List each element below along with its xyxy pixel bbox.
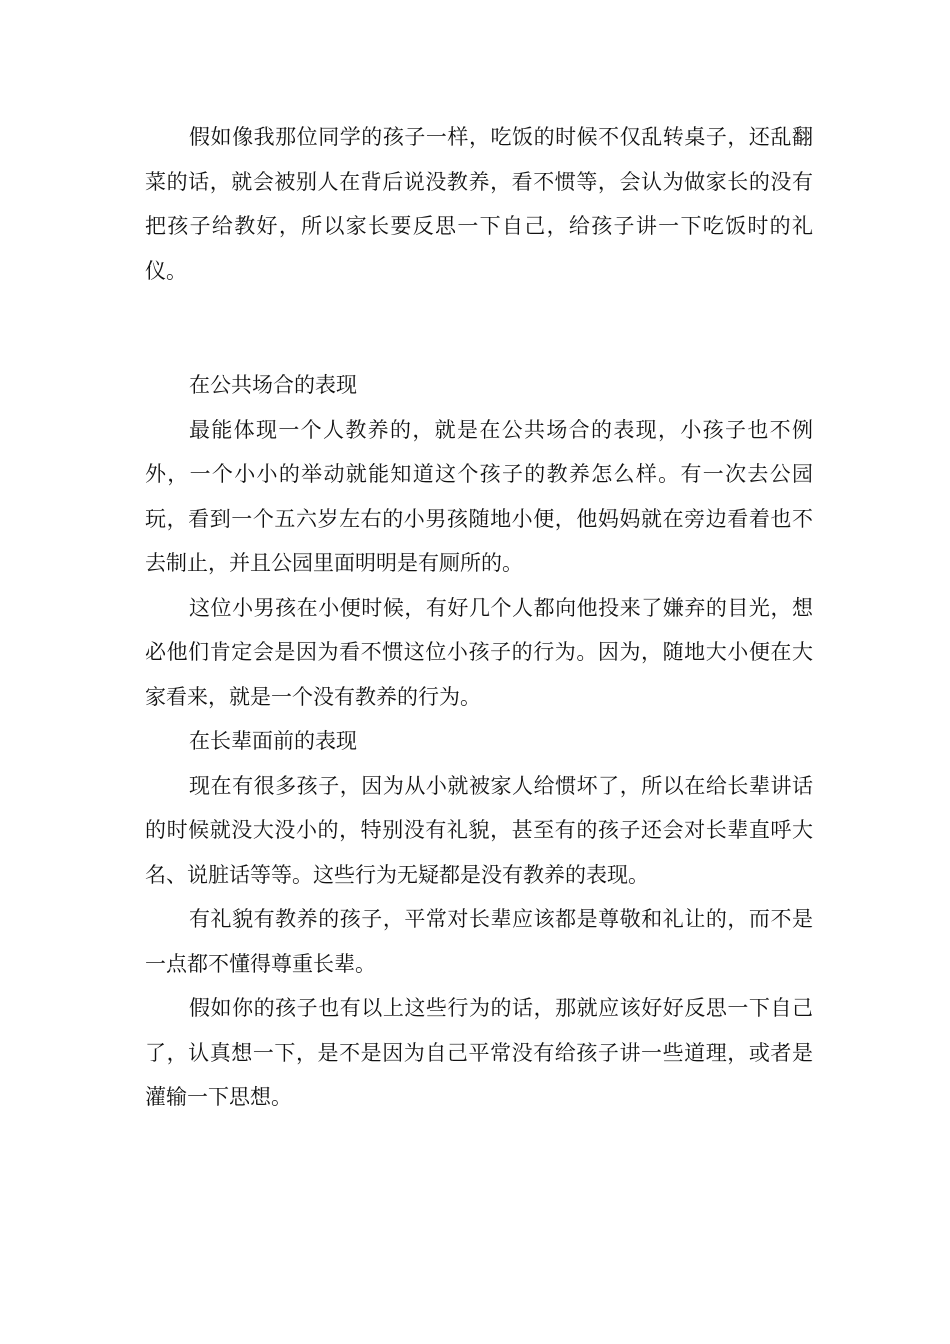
section-heading-elders: 在长辈面前的表现 <box>189 729 357 753</box>
paragraph-reflection: 假如你的孩子也有以上这些行为的话，那就应该好好反思一下自己了，认真想一下，是不是因为自己平常没有给孩子讲一些道理，或者是灌输一下思想。 <box>145 996 813 1109</box>
paragraph-polite-children: 有礼貌有教养的孩子，平常对长辈应该都是尊敬和礼让的，而不是一点都不懂得尊重长辈。 <box>145 907 813 976</box>
paragraph-spacer <box>145 293 813 363</box>
section-heading-public-places: 在公共场合的表现 <box>189 373 357 397</box>
paragraph-boy-example: 这位小男孩在小便时候，有好几个人都向他投来了嫌弃的目光，想必他们肯定会是因为看不惯这位小孩子的行为。因为，随地大小便在大家看来，就是一个没有教养的行为。 <box>145 595 813 709</box>
paragraph-dining-etiquette: 假如像我那位同学的孩子一样，吃饭的时候不仅乱转桌子，还乱翻菜的话，就会被别人在背后说没教养，看不惯等，会认为做家长的没有把孩子给教好，所以家长要反思一下自己，给孩子讲一下吃饭时的礼仪。 <box>145 125 813 283</box>
document-body <box>145 115 813 1120</box>
paragraph-spoiled-children: 现在有很多孩子，因为从小就被家人给惯坏了，所以在给长辈讲话的时候就没大没小的，特别没有礼貌，甚至有的孩子还会对长辈直呼大名、说脏话等等。这些行为无疑都是没有教养的表现。 <box>145 773 813 887</box>
paragraph-public-behavior: 最能体现一个人教养的，就是在公共场合的表现，小孩子也不例外，一个小小的举动就能知道这个孩子的教养怎么样。有一次去公园玩，看到一个五六岁左右的小男孩随地小便，他妈妈就在旁边看着也不去制止，并且公园里面明明是有厕所的。 <box>145 417 813 575</box>
